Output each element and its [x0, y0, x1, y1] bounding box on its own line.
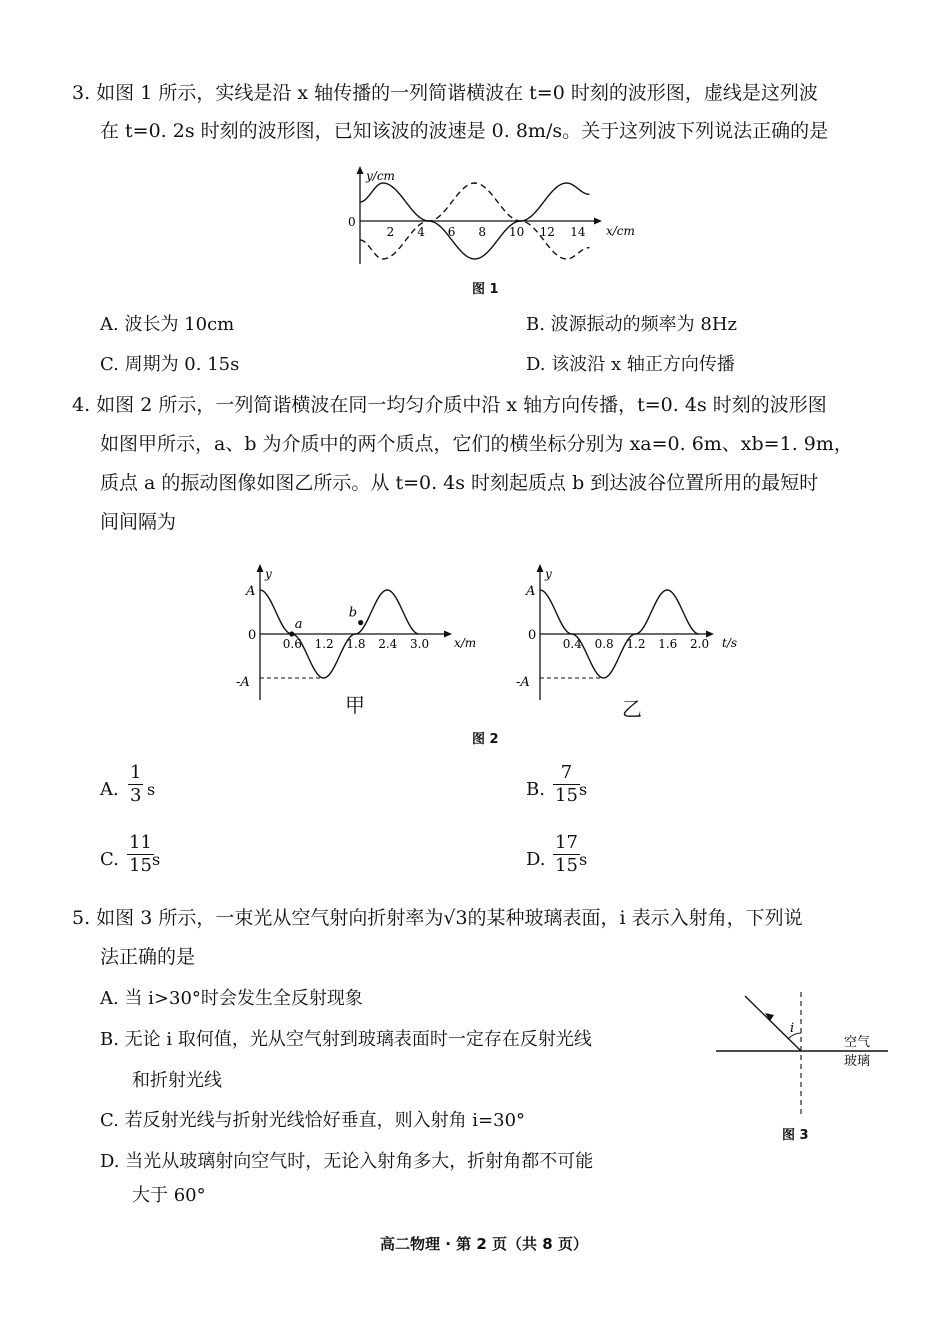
fig1-xtick-14: 14 [570, 225, 586, 239]
q4-option-d-num: 17 [555, 832, 578, 853]
fig2a-point-label-a: a [294, 617, 303, 632]
q4-stem-line1: 4. 如图 2 所示，一列简谐横波在同一均匀介质中沿 x 轴方向传播，t=0. 4s 时刻的波形图 [72, 394, 827, 416]
q3-stem-line1: 3. 如图 1 所示，实线是沿 x 轴传播的一列简谐横波在 t=0 时刻的波形图，虚线是这列波 [72, 82, 818, 104]
figure-3-refraction-diagram [712, 990, 892, 1120]
fig2b-xtick-0.8: 0.8 [594, 637, 614, 651]
fig2a-x-arrow-icon [444, 631, 452, 638]
q4-option-b-num: 7 [553, 762, 580, 785]
fig2a-y-label: y [265, 567, 272, 581]
figure-1-caption: 图 1 [472, 282, 499, 297]
q5-stem-line1: 5. 如图 3 所示，一束光从空气射向折射率为√3的某种玻璃表面，i 表示入射角，下列说 [72, 907, 803, 929]
q3-stem-line2: 在 t=0. 2s 时刻的波形图，已知该波的波速是 0. 8m/s。关于这列波下列说法正确的是 [100, 120, 829, 142]
q5-option-d[interactable]: D. 当光从玻璃射向空气时，无论入射角多大，折射角都不可能 [100, 1151, 594, 1172]
q4-option-c-label[interactable]: C. [100, 849, 119, 870]
fig1-xtick-4: 4 [417, 225, 425, 239]
q4-option-a-num: 1 [130, 762, 142, 783]
fig1-xtick-8: 8 [478, 225, 487, 239]
fig1-xtick-2: 2 [386, 225, 395, 239]
fig2a-y-arrow-icon [257, 564, 264, 572]
fig3-glass-label: 玻璃 [844, 1054, 871, 1069]
fig2b-ytick-0: 0 [528, 628, 537, 643]
q4-option-a-fraction[interactable] [128, 762, 143, 807]
fig1-xtick-10: 10 [509, 225, 525, 239]
fig1-xtick-0: 0 [348, 215, 356, 229]
figure-3-caption: 图 3 [782, 1128, 809, 1143]
q4-option-a-den: 3 [130, 785, 142, 806]
fig2a-xtick-1.2: 1.2 [314, 637, 334, 651]
q4-option-b-label[interactable]: B. [526, 779, 545, 800]
figure-2-jia-label: 甲 [345, 693, 365, 717]
fig2a-ytick-0: 0 [248, 628, 257, 643]
fig2a-point-b [358, 620, 363, 625]
fig3-angle-label: i [790, 1021, 795, 1036]
fig1-xtick-6: 6 [447, 225, 456, 239]
fig2a-point-label-b: b [348, 605, 358, 621]
fig2a-ytick-neg-a: -A [236, 675, 250, 690]
fig2b-ytick-a: A [526, 584, 536, 599]
fig2a-x-label: x/m [454, 636, 477, 650]
fig2b-xtick-2.0: 2.0 [690, 637, 710, 651]
fig2b-xtick-1.6: 1.6 [658, 637, 678, 651]
q4-option-d-label[interactable]: D. [526, 849, 546, 870]
fig2b-ytick-neg-a: -A [516, 675, 530, 690]
q5-option-b[interactable]: B. 无论 i 取何值，光从空气射到玻璃表面时一定存在反射光线 [100, 1029, 592, 1050]
fig2b-xtick-0.4: 0.4 [562, 637, 582, 651]
q4-stem-line2: 如图甲所示，a、b 为介质中的两个质点，它们的横坐标分别为 xa=0. 6m、xb=1. 9m， [100, 433, 853, 455]
q3-option-d[interactable]: D. 该波沿 x 轴正方向传播 [526, 354, 735, 375]
q4-option-d-fraction[interactable] [553, 832, 580, 877]
figure-2-caption: 图 2 [472, 732, 499, 747]
fig2b-x-label: t/s [722, 636, 738, 650]
q4-stem-line3: 质点 a 的振动图像如图乙所示。从 t=0. 4s 时刻起质点 b 到达波谷位置所用的最短时 [100, 472, 819, 494]
page-footer: 高二物理 · 第 2 页（共 8 页） [380, 1235, 588, 1253]
q4-option-c-fraction[interactable] [127, 832, 154, 877]
q3-option-c[interactable]: C. 周期为 0. 15s [100, 354, 240, 375]
q3-option-a[interactable]: A. 波长为 10cm [100, 314, 235, 335]
q4-option-c-num: 11 [129, 832, 152, 853]
fig2a-xtick-3.0: 3.0 [410, 637, 430, 651]
figure-2-yi-label: 乙 [622, 697, 642, 721]
fig1-x-arrow-icon [594, 218, 602, 225]
fig2a-xtick-0.6: 0.6 [282, 637, 302, 651]
q3-option-b[interactable]: B. 波源振动的频率为 8Hz [526, 314, 738, 335]
fig1-y-label: y/cm [366, 169, 395, 183]
q4-option-c-unit: s [152, 850, 161, 869]
fig1-xtick-12: 12 [539, 225, 555, 239]
q4-option-a-label[interactable]: A. [100, 779, 119, 800]
fig3-air-label: 空气 [844, 1035, 871, 1050]
fig2a-xtick-1.8: 1.8 [346, 637, 366, 651]
fig1-tick-labels [348, 215, 586, 239]
fig2b-y-label: y [545, 567, 552, 581]
q4-option-d-den: 15 [555, 855, 578, 876]
figure-1-wave-graph [340, 164, 640, 270]
q4-option-a-unit: s [147, 780, 156, 799]
q4-option-b-fraction[interactable] [553, 762, 580, 807]
fig1-x-label: x/cm [606, 224, 635, 238]
fig2a-point-a [289, 631, 294, 636]
q4-option-b-unit: s [579, 780, 588, 799]
q4-option-b-den: 15 [555, 785, 578, 806]
q4-option-c-den: 15 [129, 855, 152, 876]
fig2a-ytick-a: A [246, 584, 256, 599]
q5-option-d-cont: 大于 60° [132, 1185, 206, 1206]
q5-option-b-cont: 和折射光线 [132, 1070, 222, 1091]
q4-stem-line4: 间间隔为 [100, 511, 177, 533]
q5-option-a[interactable]: A. 当 i>30°时会发生全反射现象 [100, 988, 363, 1009]
fig2b-y-arrow-icon [537, 564, 544, 572]
fig1-y-arrow-icon [357, 166, 364, 174]
q4-option-d-unit: s [579, 850, 588, 869]
q5-option-c[interactable]: C. 若反射光线与折射光线恰好垂直，则入射角 i=30° [100, 1110, 526, 1131]
fig2a-xtick-2.4: 2.4 [378, 637, 398, 651]
q5-stem-line2: 法正确的是 [100, 946, 196, 968]
fig2b-xtick-1.2: 1.2 [626, 637, 646, 651]
